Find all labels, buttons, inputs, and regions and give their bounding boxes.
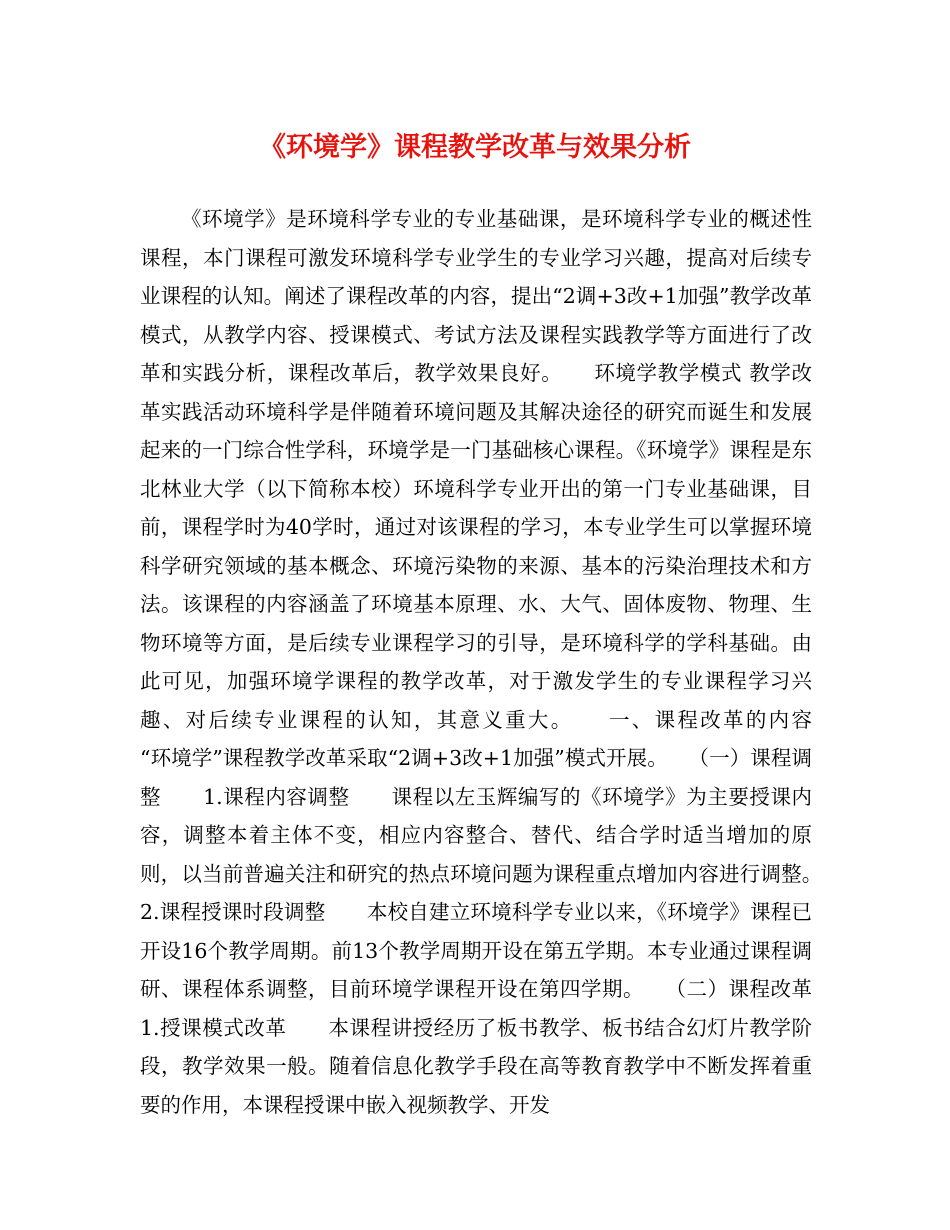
document-title: 《环境学》课程教学改革与效果分析: [259, 132, 691, 163]
document-body-paragraph: 《环境学》是环境科学专业的专业基础课，是环境科学专业的概述性课程，本门课程可激发环境科学专业学生的专业学习兴趣，提高对后续专业课程的认知。阐述了课程改革的内容，提出“2调+3改+1加强”教学改革模式，从教学内容、授课模式、考试方法及课程实践教学等方面进行了改革和实践分析，课程改革后，教学效果良好。 环境学教学模式 教学改革实践活动环境科学是伴随着环境问题及其解决途径的研究而诞生和发展起来的一门综合性学科，环境学是一门基础核心课程。《环境学》课程是东北林业大学（以下简称本校）环境科学专业开出的第一门专业基础课，目前，课程学时为40学时，通过对该课程的学习，本专业学生可以掌握环境科学研究领域的基本概念、环境污染物的来源、基本的污染治理技术和方法。该课程的内容涵盖了环境基本原理、水、大气、固体废物、物理、生物环境等方面，是后续专业课程学习的引导，是环境科学的学科基础。由此可见，加强环境学课程的教学改革，对于激发学生的专业课程学习兴趣、对后续专业课程的认知，其意义重大。 一、课程改革的内容 “环境学”课程教学改革采取“2调+3改+1加强”模式开展。 （一）课程调整 1.课程内容调整 课程以左玉辉编写的《环境学》为主要授课内容，调整本着主体不变，相应内容整合、替代、结合学时适当增加的原则，以当前普遍关注和研究的热点环境问题为课程重点增加内容进行调整。 2.课程授课时段调整 本校自建立环境科学专业以来，《环境学》课程已开设16个教学周期。前13个教学周期开设在第五学期。本专业通过课程调研、课程体系调整，目前环境学课程开设在第四学期。 （二）课程改革 1.授课模式改革 本课程讲授经历了板书教学、板书结合幻灯片教学阶段，教学效果一般。随着信息化教学手段在高等教育教学中不断发挥着重要的作用，本课程授课中嵌入视频教学、开发: [140, 207, 853, 1117]
